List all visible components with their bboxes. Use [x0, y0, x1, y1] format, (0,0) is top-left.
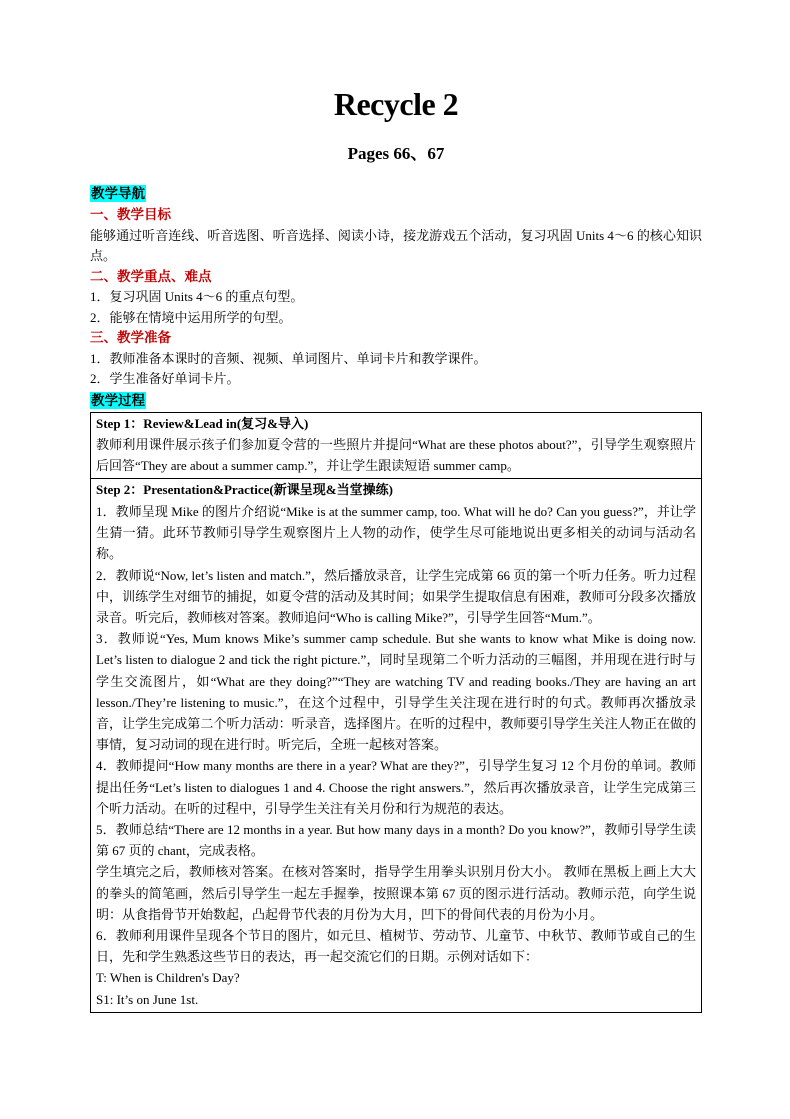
- section-text: 1．复习巩固 Units 4～6 的重点句型。: [90, 289, 304, 304]
- page-title: Recycle 2: [333, 86, 459, 122]
- dialogue-line: T: When is Children's Day?: [96, 970, 240, 986]
- section-preparation: [90, 328, 702, 390]
- process-label: 教学过程: [91, 392, 145, 408]
- page-subtitle: Pages 66、67: [347, 144, 445, 163]
- step-paragraph: 学生填完之后，教师核对答案。在核对答案时，指导学生用拳头识别月份大小。 教师在黑板上画上大大的拳头的简笔画，然后引导学生一起左手握拳，按照课本第 67 页的图示进行活动。教师示范，向学生说明：从食指骨节开始数起，凸起骨节代表的月份为大月，凹下的骨间代表的月份为小月。: [96, 864, 696, 922]
- step-paragraph: 教师利用课件展示孩子们参加夏令营的一些照片并提问“What are these photos about?”，引导学生观察照片后回答“They are about a summer camp.”，并让学生跟读短语 summer camp。: [96, 437, 696, 474]
- section-text: 2．学生准备好单词卡片。: [90, 371, 240, 386]
- section-heading: 一、教学目标: [90, 207, 171, 222]
- step-1-cell: [91, 413, 701, 479]
- nav-label-row: [90, 183, 702, 205]
- step-paragraph: 5．教师总结“There are 12 months in a year. But how many days in a month? Do you know?”，教师引导学生读第 67 页的 chant，完成表格。: [96, 821, 696, 859]
- step-paragraph: 4．教师提问“How many months are there in a year? What are they?”，引导学生复习 12 个月份的单词。教师提出任务“Let’s listen to dialogues 1 and 4. Choose the right answers.”，然后再次播放录音，让学生完成第三个听力活动。在听的过程中，引导学生关注有关月份和行为规范的表达。: [96, 758, 696, 816]
- step-paragraph: 2．教师说“Now, let’s listen and match.”，然后播放录音，让学生完成第 66 页的第一个听力任务。听力过程中，训练学生对细节的捕捉，如夏令营的活动及其时间；如果学生提取信息有困难，教师可分段多次播放录音。听完后，教师核对答案。教师追问“Who is calling Mike?”，引导学生回答“Mum.”。: [96, 567, 696, 625]
- section-text: 能够通过听音连线、听音选图、听音选择、阅读小诗，接龙游戏五个活动，复习巩固 Units 4～6 的核心知识点。: [90, 227, 702, 263]
- step-title: Step 1：Review&Lead in(复习&导入): [96, 415, 309, 431]
- step-2-cell: [91, 478, 701, 1011]
- step-title: Step 2：Presentation&Practice(新课呈现&当堂操练): [96, 482, 393, 498]
- section-key-points: [90, 267, 702, 329]
- section-objectives: [90, 205, 702, 267]
- section-heading: 三、教学准备: [90, 330, 171, 345]
- process-label-row: [90, 390, 702, 412]
- process-table: [90, 412, 702, 1013]
- step-paragraph: 6．教师利用课件呈现各个节日的图片，如元旦、植树节、劳动节、儿童节、中秋节、教师节或自己的生日，先和学生熟悉这些节日的表达，再一起交流它们的日期。示例对话如下：: [96, 927, 696, 965]
- step-paragraph: 3．教师说“Yes, Mum knows Mike’s summer camp schedule. But she wants to know what Mike is doing now. Let’s listen to dialogue 2 and tick the right picture.”，同时呈现第二个听力活动的三幅图，并用现在进行时与学生交流图片，如“What are they doing?”“They are watching TV and reading books./They are having an art lesson./They’re listening to music.”，在这个过程中，引导学生关注现在进行时的句式。教师再次播放录音，让学生完成第二个听力活动：听录音，选择图片。在听的过程中，教师要引导学生关注人物正在做的事情，复习动词的现在进行时。听完后，全班一起核对答案。: [96, 631, 696, 753]
- section-text: 2．能够在情境中运用所学的句型。: [90, 309, 292, 325]
- section-text: 1．教师准备本课时的音频、视频、单词图片、单词卡片和教学课件。: [90, 350, 487, 366]
- dialogue-line: S1: It’s on June 1st.: [96, 991, 199, 1007]
- section-heading: 二、教学重点、难点: [90, 268, 212, 284]
- document-body: [90, 183, 702, 1013]
- nav-label: 教学导航: [91, 186, 145, 201]
- step-paragraph: 1．教师呈现 Mike 的图片介绍说“Mike is at the summer camp, too. What will he do? Can you guess?”，并让学生猜一猜。此环节教师引导学生观察图片上人物的动作，使学生尽可能地说出更多相关的动词与活动名称。: [96, 503, 696, 562]
